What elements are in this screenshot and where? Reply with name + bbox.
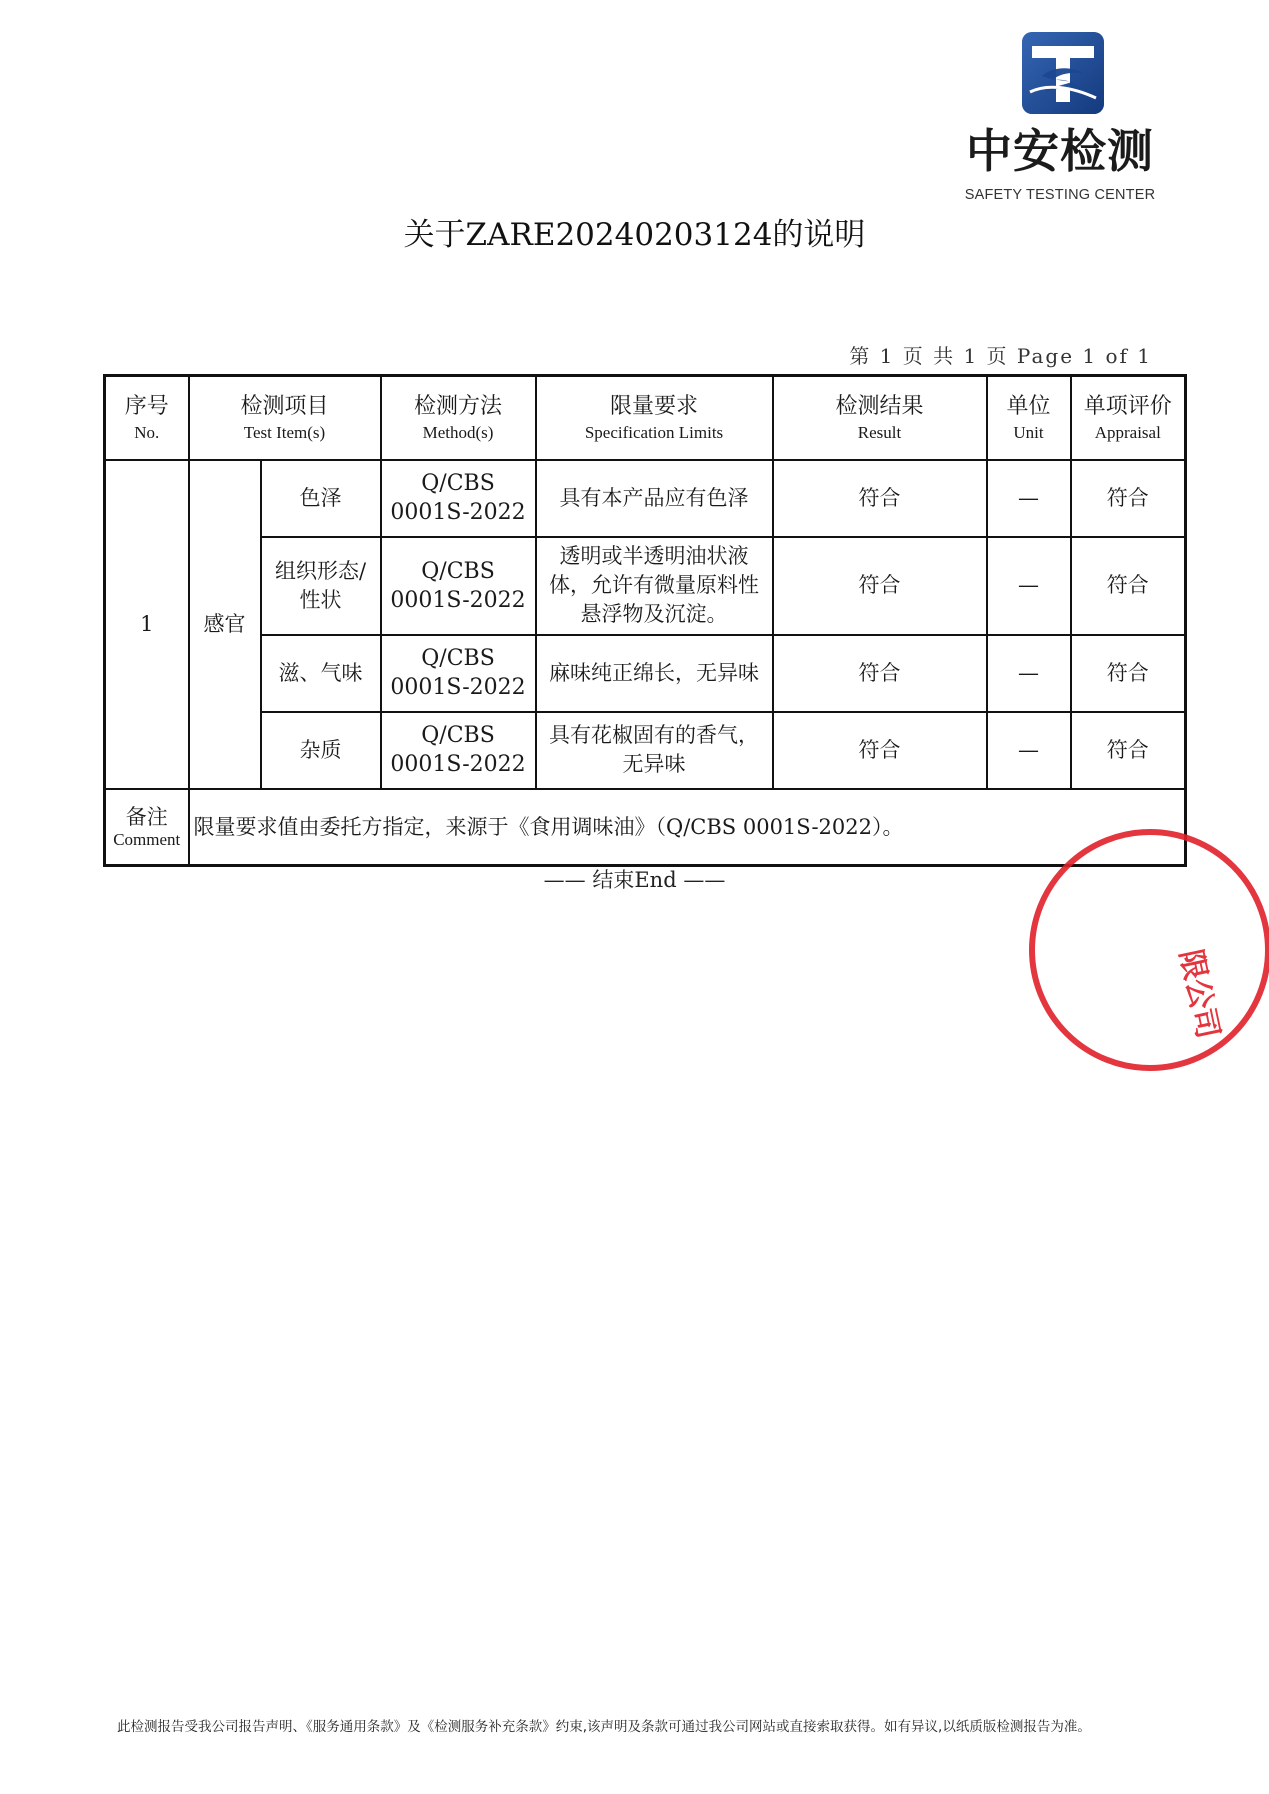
header-test-item: 检测项目 Test Item(s)	[189, 376, 381, 460]
test-method: Q/CBS 0001S-2022	[381, 460, 536, 537]
end-marker: —— 结束End ——	[543, 868, 726, 892]
logo-t-icon	[1022, 32, 1104, 114]
table-row	[105, 635, 1186, 712]
header-appraisal: 单项评价 Appraisal	[1071, 376, 1186, 460]
spec-limit: 具有本产品应有色泽	[536, 460, 773, 537]
logo-name-cn: 中安检测	[966, 124, 1154, 178]
comment-text: 限量要求值由委托方指定，来源于《食用调味油》（Q/CBS 0001S-2022）。	[189, 789, 1186, 866]
unit: —	[987, 635, 1071, 712]
test-result: 符合	[773, 537, 987, 635]
spec-limit: 具有花椒固有的香气，无异味	[536, 712, 773, 789]
header-spec-limits: 限量要求 Specification Limits	[536, 376, 773, 460]
footer-disclaimer: 此检测报告受我公司报告声明、《服务通用条款》及《检测服务补充条款》约束,该声明及条款可通过我公司网站或直接索取获得。如有异议,以纸质版检测报告为准。	[117, 1719, 1091, 1735]
test-result: 符合	[773, 460, 987, 537]
header-result: 检测结果 Result	[773, 376, 987, 460]
group-category: 感官	[189, 460, 261, 789]
appraisal: 符合	[1071, 537, 1186, 635]
company-logo	[960, 28, 1160, 208]
test-item: 滋、气味	[261, 635, 381, 712]
comment-row	[105, 789, 1186, 866]
table-row	[105, 537, 1186, 635]
document-title: 关于ZARE20240203124的说明	[403, 217, 866, 253]
header-unit: 单位 Unit	[987, 376, 1071, 460]
header-no: 序号 No.	[105, 376, 189, 460]
test-item: 杂质	[261, 712, 381, 789]
spec-limit: 透明或半透明油状液体，允许有微量原料性悬浮物及沉淀。	[536, 537, 773, 635]
unit: —	[987, 460, 1071, 537]
test-result: 符合	[773, 712, 987, 789]
appraisal: 符合	[1071, 635, 1186, 712]
unit: —	[987, 712, 1071, 789]
page-indicator: 第 1 页 共 1 页 Page 1 of 1	[849, 344, 1152, 368]
appraisal: 符合	[1071, 712, 1186, 789]
logo-name-en: SAFETY TESTING CENTER	[964, 187, 1156, 203]
unit: —	[987, 537, 1071, 635]
table-header-row	[105, 376, 1186, 460]
appraisal: 符合	[1071, 460, 1186, 537]
company-seal-stamp	[1140, 840, 1269, 1070]
group-number: 1	[105, 460, 189, 789]
table-row	[105, 460, 1186, 537]
svg-text:限公司: 限公司	[1172, 946, 1226, 1042]
test-method: Q/CBS 0001S-2022	[381, 635, 536, 712]
table-row	[105, 712, 1186, 789]
test-method: Q/CBS 0001S-2022	[381, 537, 536, 635]
test-result: 符合	[773, 635, 987, 712]
test-item: 色泽	[261, 460, 381, 537]
test-item: 组织形态/性状	[261, 537, 381, 635]
comment-label: 备注 Comment	[105, 789, 189, 866]
header-method: 检测方法 Method(s)	[381, 376, 536, 460]
results-table	[103, 374, 1187, 867]
spec-limit: 麻味纯正绵长，无异味	[536, 635, 773, 712]
test-method: Q/CBS 0001S-2022	[381, 712, 536, 789]
